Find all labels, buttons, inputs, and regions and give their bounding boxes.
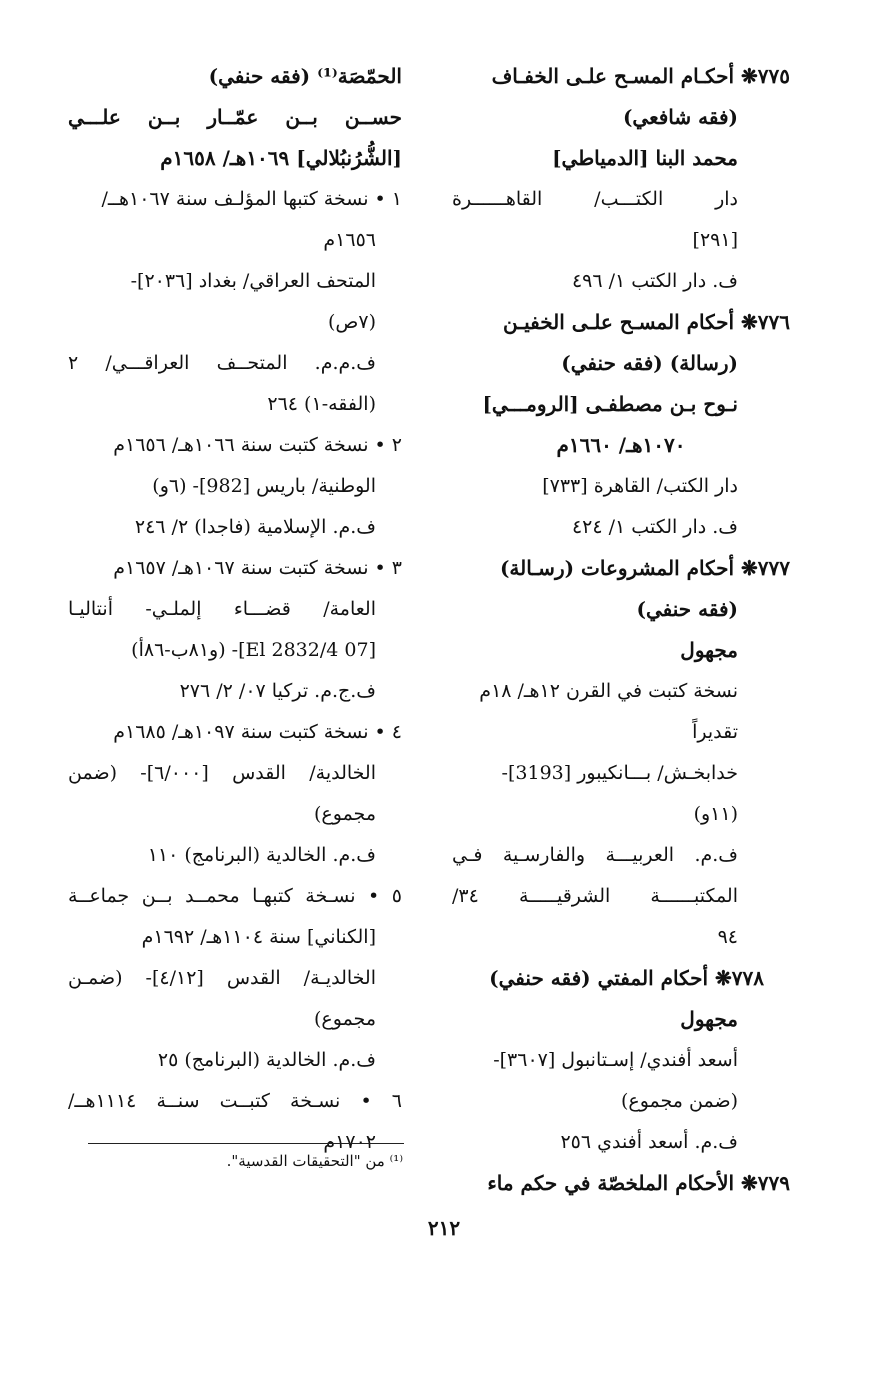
left-column-line: الحمّصَة⁽¹⁾ (فقه حنفي) xyxy=(208,64,402,88)
left-column-line: ف.م.م. المتحــف العراقـــي/ ٢ xyxy=(68,352,376,374)
left-column-line: العامة/ قضـــاء إلملـي- أنتاليـا xyxy=(68,598,376,620)
left-column-line: ٢ • نسخة كتبت سنة ١٠٦٦هـ/ ١٦٥٦م xyxy=(113,434,402,456)
right-column-line: أسعد أفندي/ إسـتانبول [٣٦٠٧]- xyxy=(493,1049,738,1071)
left-column-line: (٧ص) xyxy=(327,311,376,333)
right-column-line: ٩٤ xyxy=(717,926,738,948)
left-column-line: (الفقه-١) ٢٦٤ xyxy=(267,393,376,415)
left-column-line: الخالديـة/ القدس [٤/١٢]- (ضمـن xyxy=(68,967,376,989)
right-column-line: خدابخـش/ بـــانكيبور [3193]- xyxy=(501,762,738,784)
right-column-line: مجهول xyxy=(680,1007,738,1031)
left-column xyxy=(68,56,402,1163)
left-column-line: ٣ • نسخة كتبت سنة ١٠٦٧هـ/ ١٦٥٧م xyxy=(113,557,402,579)
right-column-line: تقديراً xyxy=(692,721,738,743)
right-column-line: (فقه شافعي) xyxy=(622,105,738,129)
right-column-line: (١١و) xyxy=(693,803,738,825)
left-column-line: ٥ • نسـخة كتبهـا محمــد بــن جماعــة xyxy=(68,885,402,907)
right-column-line: ٧٧٧❋ أحكام المشروعات (رسـالة) xyxy=(499,556,790,580)
left-column-line: مجموع) xyxy=(314,1008,376,1030)
right-column-line: محمد البنا [الدمياطي] xyxy=(552,146,738,170)
left-column-line: [07 El 2832/4]- (و٨١ب-٨٦أ) xyxy=(131,639,376,661)
right-column-line: ١٠٧٠هـ/ ١٦٦٠م xyxy=(556,433,686,457)
right-column-line: ف.م. العربيـــة والفارسـية فـي xyxy=(452,844,738,866)
left-column-line: المتحف العراقي/ بغداد [٢٠٣٦]- xyxy=(130,270,376,292)
left-column-line: مجموع) xyxy=(314,803,376,825)
left-column-line: [الكناني] سنة ١١٠٤هـ/ ١٦٩٢م xyxy=(141,926,376,948)
left-column-line: ٤ • نسخة كتبت سنة ١٠٩٧هـ/ ١٦٨٥م xyxy=(113,721,402,743)
left-column-line: ف.م. الخالدية (البرنامج) ٢٥ xyxy=(157,1049,376,1071)
right-column-line: نسخة كتبت في القرن ١٢هـ/ ١٨م xyxy=(479,680,738,702)
left-column-line: ف.م. الإسلامية (فاجدا) ٢/ ٢٤٦ xyxy=(134,516,376,538)
left-column-line: [الشُّرُنبُلالي] ١٠٦٩هـ/ ١٦٥٨م xyxy=(160,146,402,170)
left-column-line: ٦ • نسـخة كتبــت سنــة ١١١٤هــ/ xyxy=(68,1090,402,1112)
left-column-line: حســن بــن عمّــار بــن علـــي xyxy=(68,105,402,129)
right-column-line: [٢٩١] xyxy=(692,229,738,251)
footnote-divider xyxy=(88,1143,404,1144)
left-column-line: ف.ج.م. تركيا ٠٧/ ٢/ ٢٧٦ xyxy=(179,680,376,702)
left-column-line: ١٦٥٦م xyxy=(323,229,376,251)
left-column-line: الوطنية/ باريس [982]- (٦و) xyxy=(152,475,376,497)
right-column-line: (فقه حنفي) xyxy=(636,597,738,621)
page-number: ٢١٢ xyxy=(427,1216,461,1240)
right-column-line: ف.م. أسعد أفندي ٢٥٦ xyxy=(560,1131,738,1153)
left-column-line: ف.م. الخالدية (البرنامج) ١١٠ xyxy=(147,844,376,866)
left-column-line: الخالدية/ القدس [٦/٠٠٠]- (ضمن xyxy=(68,762,376,784)
right-column-line: مجهول xyxy=(680,638,738,662)
footnote: ⁽¹⁾ من "التحقيقات القدسية". xyxy=(226,1152,403,1170)
right-column-line: المكتبــــــة الشرقيـــــة ٣٤/ xyxy=(452,885,738,907)
right-column-line: ٧٧٦❋ أحكام المسـح علـى الخفيـن xyxy=(503,310,790,334)
right-column-line: ٧٧٩❋ الأحكام الملخصّة في حكم ماء xyxy=(487,1171,790,1195)
right-column-line: ٧٧٨❋ أحكام المفتي (فقه حنفي) xyxy=(489,966,764,990)
right-column-line: دار الكتب/ القاهرة [٧٣٣] xyxy=(542,475,738,497)
right-column-line: (رسالة) (فقه حنفي) xyxy=(561,351,738,375)
right-column-line: (ضمن مجموع) xyxy=(620,1090,738,1112)
left-column-line: ١ • نسخة كتبها المؤلـف سنة ١٠٦٧هــ/ xyxy=(101,188,402,210)
left-column-line: ١٧٠٢م xyxy=(323,1131,376,1153)
right-column-line: نـوح بـن مصطفـى [الرومـــي] xyxy=(482,392,738,416)
right-column-line: ف. دار الكتب ١/ ٤٢٤ xyxy=(571,516,738,538)
right-column-line: ٧٧٥❋ أحكـام المسـح علـى الخفـاف xyxy=(491,64,790,88)
right-column xyxy=(452,56,790,1204)
right-column-line: دار الكتـــب/ القاهــــــرة xyxy=(452,188,738,210)
right-column-line: ف. دار الكتب ١/ ٤٩٦ xyxy=(571,270,738,292)
